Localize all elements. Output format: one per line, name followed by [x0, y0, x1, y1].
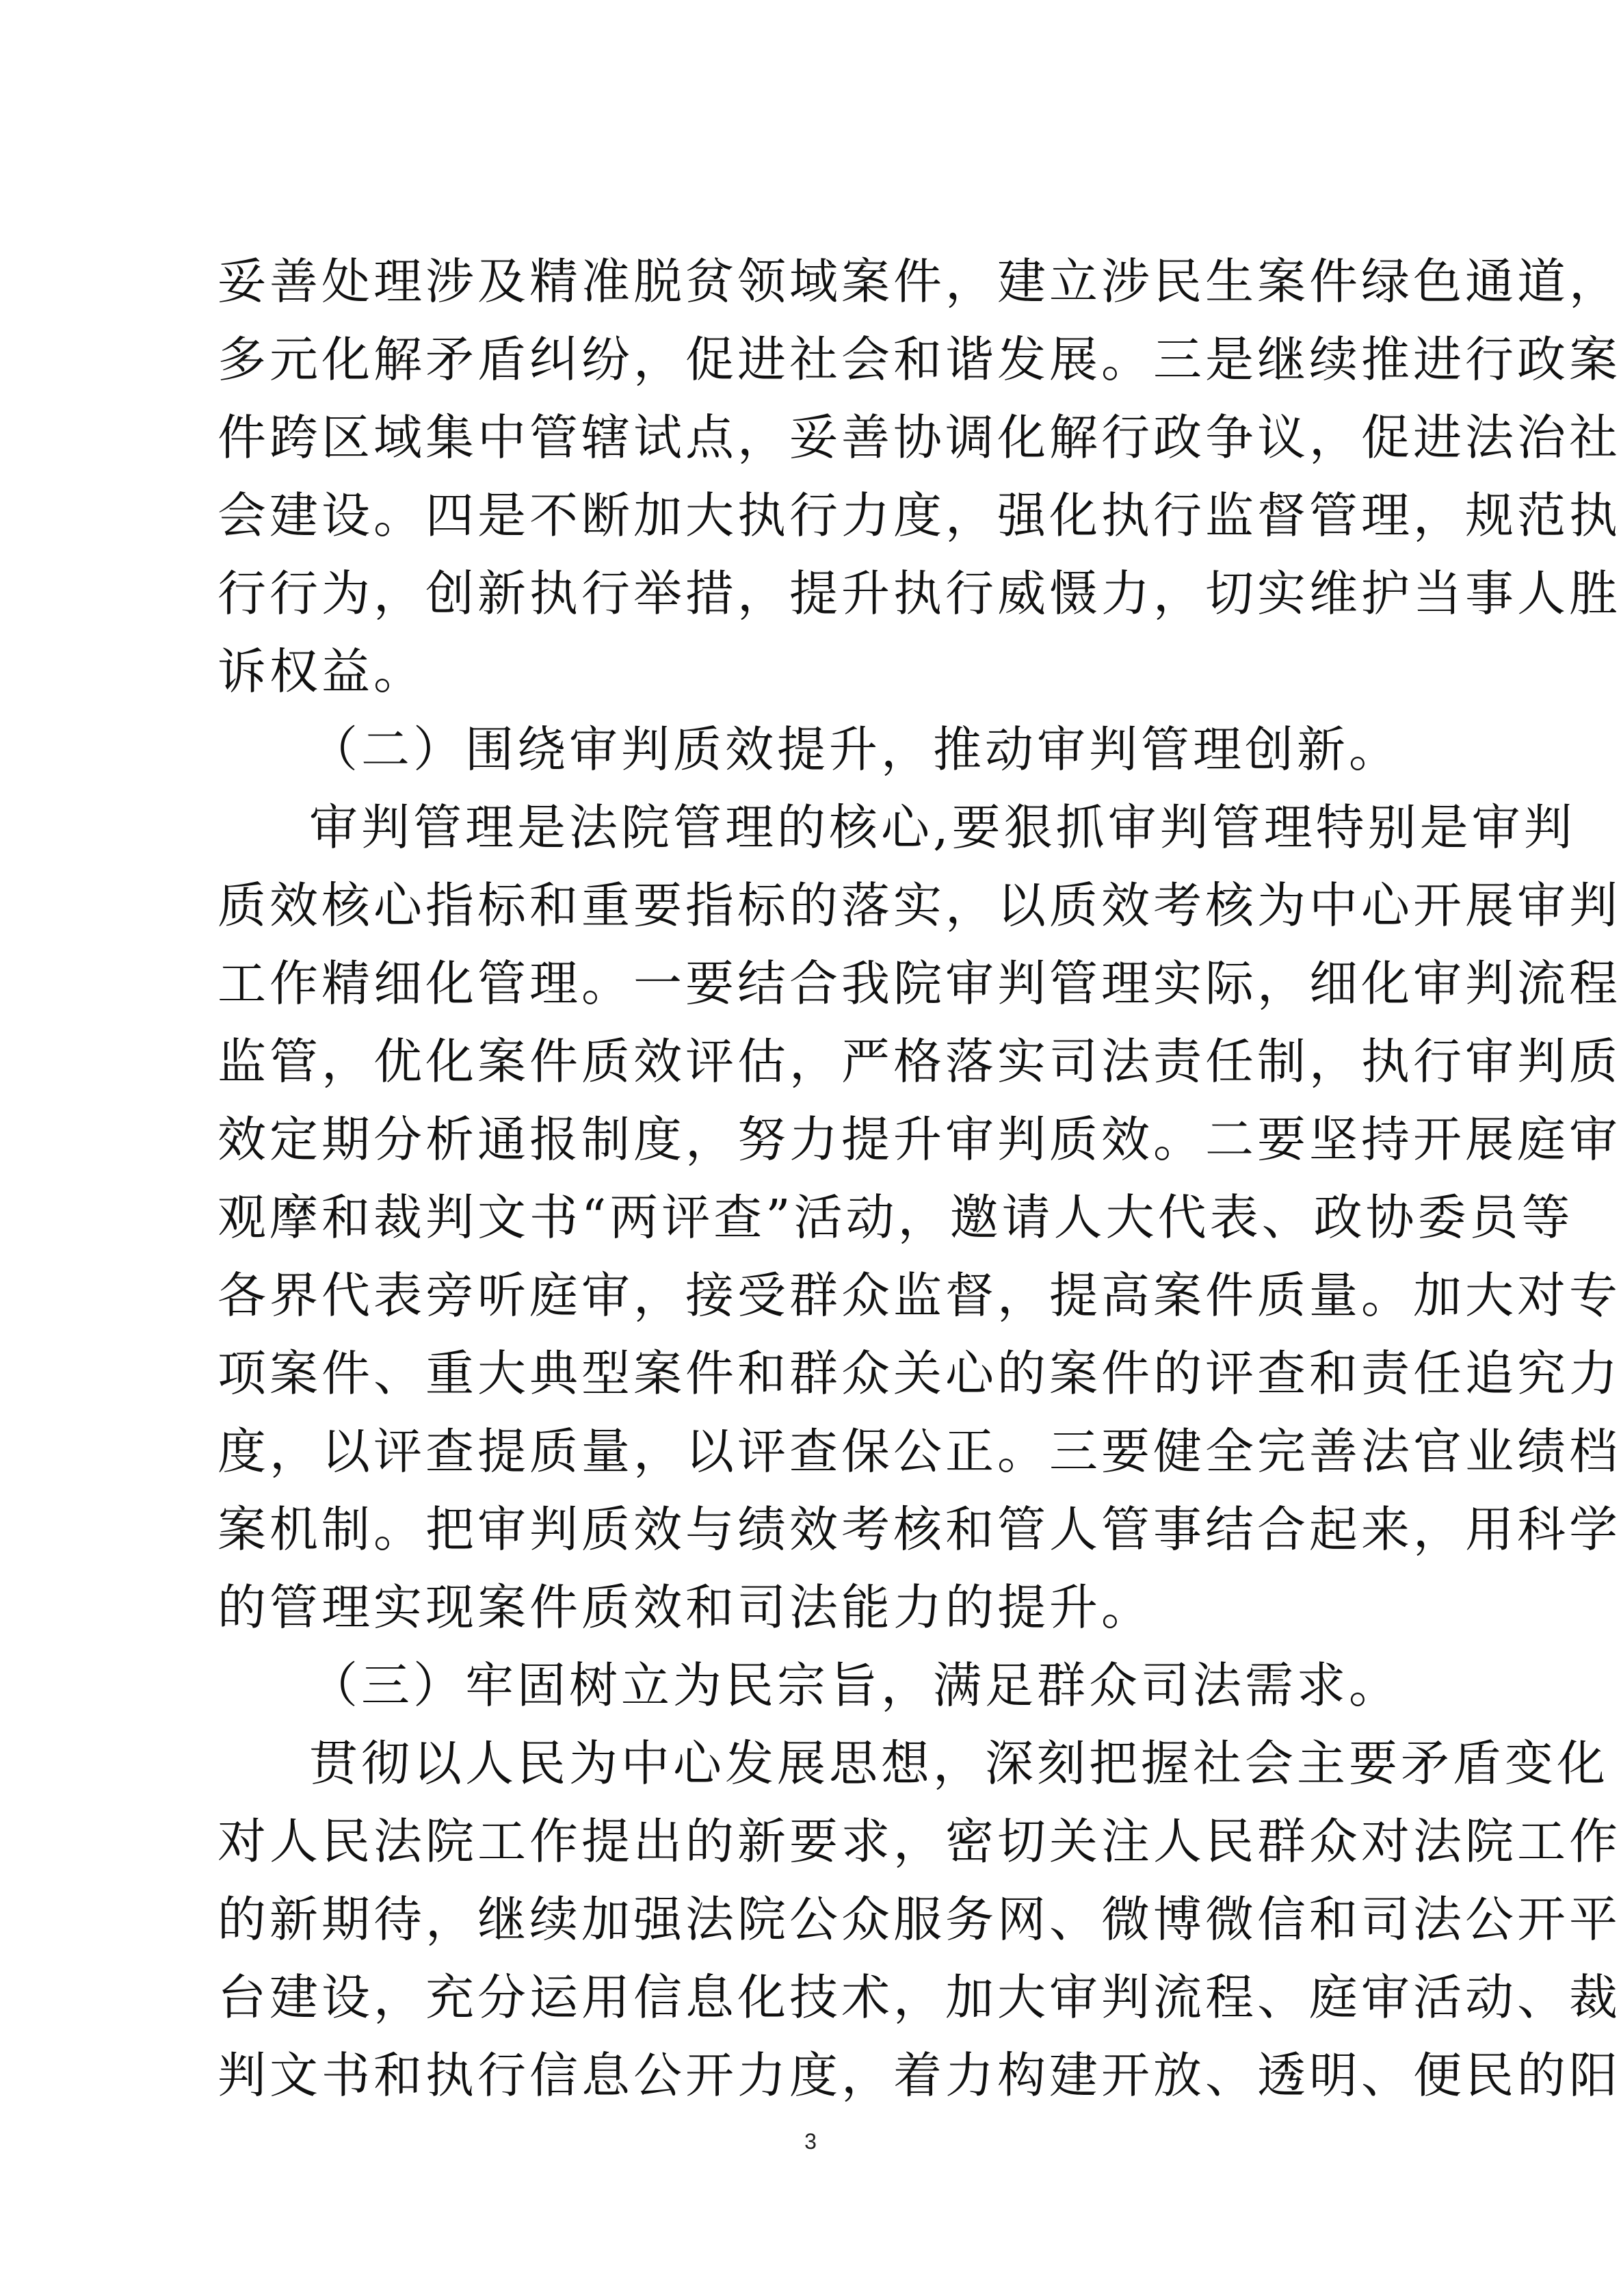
text-line: 各界代表旁听庭审，接受群众监督，提高案件质量。加大对专 — [218, 1267, 1621, 1324]
paragraph-first-line: 审判管理是法院管理的核心,要狠抓审判管理特别是审判 — [309, 799, 1576, 856]
text-line: 效定期分析通报制度，努力提升审判质效。二要坚持开展庭审 — [218, 1111, 1621, 1168]
text-line: 观摩和裁判文书“两评查”活动，邀请人大代表、政协委员等 — [218, 1189, 1574, 1246]
text-line: 的新期待，继续加强法院公众服务网、微博微信和司法公开平 — [218, 1891, 1621, 1948]
text-line: 质效核心指标和重要指标的落实，以质效考核为中心开展审判 — [218, 877, 1621, 934]
text-line: 的管理实现案件质效和司法能力的提升。 — [218, 1579, 1154, 1636]
text-line: 判文书和执行信息公开力度，着力构建开放、透明、便民的阳 — [218, 2047, 1621, 2104]
text-line: 行行为，创新执行举措，提升执行威慑力，切实维护当事人胜 — [218, 565, 1621, 622]
text-line: 度，以评查提质量，以评查保公正。三要健全完善法官业绩档 — [218, 1423, 1621, 1480]
text-line: 对人民法院工作提出的新要求，密切关注人民群众对法院工作 — [218, 1813, 1621, 1870]
page-number: 3 — [804, 2129, 817, 2154]
section-heading: （二）围绕审判质效提升，推动审判管理创新。 — [309, 721, 1401, 778]
text-line: 监管，优化案件质效评估，严格落实司法责任制，执行审判质 — [218, 1033, 1621, 1090]
text-line: 案机制。把审判质效与绩效考核和管人管事结合起来，用科学 — [218, 1501, 1621, 1558]
text-line: 会建设。四是不断加大执行力度，强化执行监督管理，规范执 — [218, 487, 1621, 544]
text-line: 项案件、重大典型案件和群众关心的案件的评查和责任追究力 — [218, 1345, 1621, 1402]
text-line: 工作精细化管理。一要结合我院审判管理实际，细化审判流程 — [218, 955, 1621, 1012]
paragraph-first-line: 贯彻以人民为中心发展思想，深刻把握社会主要矛盾变化 — [309, 1735, 1609, 1792]
text-line: 件跨区域集中管辖试点，妥善协调化解行政争议，促进法治社 — [218, 409, 1621, 466]
text-line: 妥善处理涉及精准脱贫领域案件，建立涉民生案件绿色通道， — [218, 253, 1621, 310]
text-line: 诉权益。 — [218, 643, 426, 700]
text-line: 台建设，充分运用信息化技术，加大审判流程、庭审活动、裁 — [218, 1969, 1621, 2026]
section-heading: （三）牢固树立为民宗旨，满足群众司法需求。 — [309, 1657, 1401, 1714]
text-line: 多元化解矛盾纠纷，促进社会和谐发展。三是继续推进行政案 — [218, 331, 1621, 388]
